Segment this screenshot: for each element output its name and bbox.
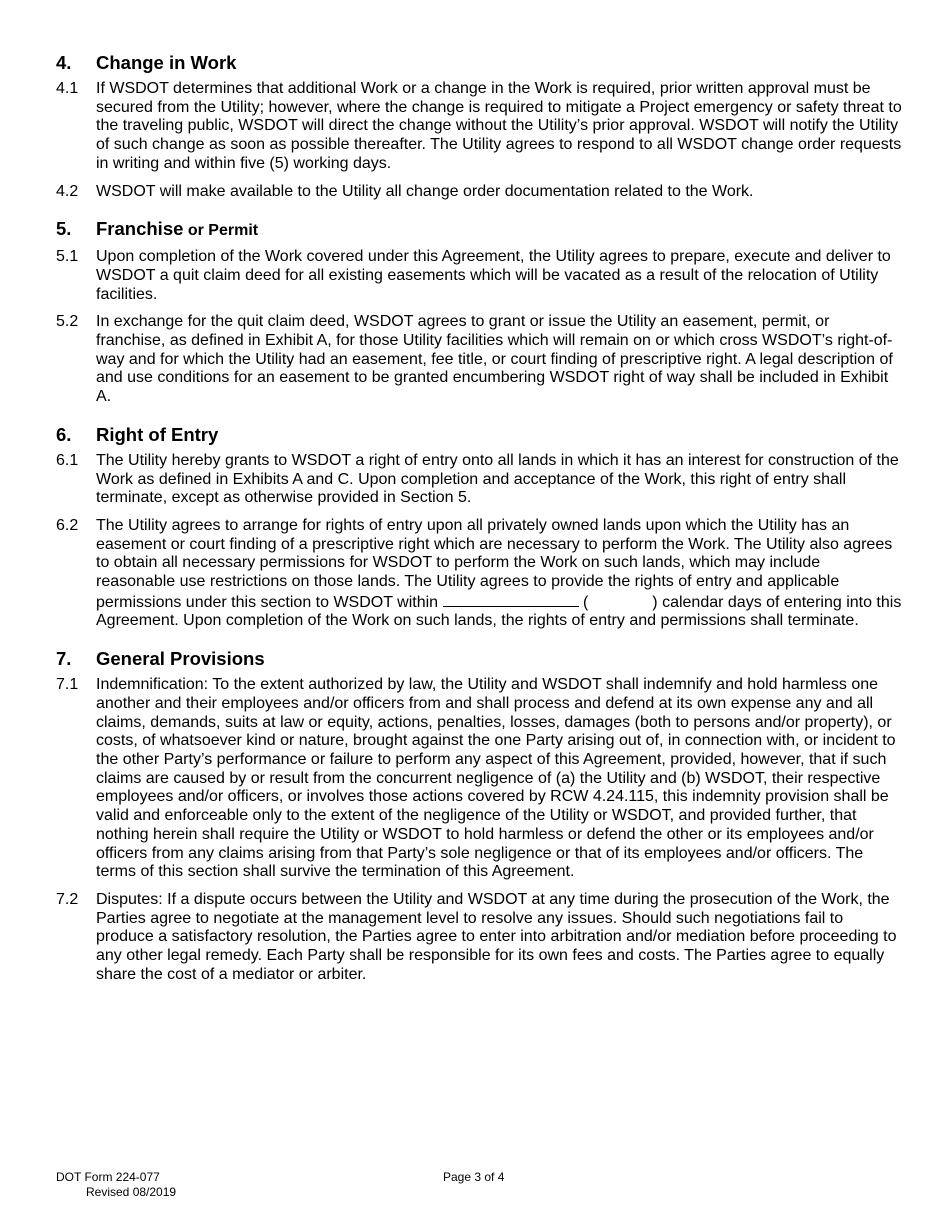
section-title: General Provisions: [96, 648, 265, 670]
paragraph-text-part: ) calendar days of entering into this Agreement. Upon completion of the Work on such lands, the rights of entry and permissions shall terminate.: [96, 593, 902, 630]
section-heading: [56, 648, 902, 670]
section-title: Right of Entry: [96, 423, 219, 445]
paragraph-text: [96, 517, 902, 631]
paragraph-text: Indemnification: To the extent authorized by law, the Utility and WSDOT shall indemnify and hold harmless one another and their employees and/or officers from and shall process and defend at its own expense any and all claims, demands, suits at law or equity, actions, penalties, losses, damages (both to persons and/or property), or costs, of whatsoever kind or nature, brought against the one Party arising out of, in connection with, or incident to the other Party’s performance or failure to perform any aspect of this Agreement, provided, however, that if such claims are caused by or result from the concurrent negligence of (a) the Utility and (b) WSDOT, their respective employees and/or officers, or involves those actions covered by RCW 4.24.115, this indemnity provision shall be valid and enforceable only to the extent of the negligence of the Utility or WSDOT, and provided further, that nothing herein shall require the Utility or WSDOT to hold harmless or defend the other or its employees and/or officers from any claims arising from that Party’s sole negligence or that of its employees and/or officers. The terms of this section shall survive the termination of this Agreement.: [96, 676, 896, 881]
days-number-blank[interactable]: [588, 593, 652, 607]
paragraph-text: The Utility hereby grants to WSDOT a right of entry onto all lands in which it has an interest for construction of the Work as defined in Exhibits A and C. Upon completion and acceptance of the Work, this right of entry shall terminate, except as otherwise provided in Section 5.: [96, 451, 899, 507]
paragraph-text: Disputes: If a dispute occurs between the Utility and WSDOT at any time during the prosecution of the Work, the Parties agree to negotiate at the management level to resolve any issues. Should such negotiations fail to produce a satisfactory resolution, the Parties agree to enter into arbitration and/or mediation before proceeding to any other legal remedy. Each Party shall be responsible for its own fees and costs. The Parties agree to equally share the cost of a mediator or arbiter.: [96, 890, 897, 983]
footer-form-info: [56, 1170, 256, 1200]
paragraph-number: 4.2: [56, 182, 79, 200]
paragraph: [56, 183, 902, 202]
paragraph-number: 5.2: [56, 313, 79, 331]
section-number: 5.: [56, 218, 72, 240]
section-title: Franchise: [96, 218, 184, 240]
paragraph-number: 7.1: [56, 676, 79, 694]
section-title: Change in Work: [96, 52, 237, 73]
paragraph: [56, 80, 902, 174]
paragraph-number: 7.2: [56, 890, 79, 908]
form-number: DOT Form 224-077: [56, 1170, 160, 1184]
section-heading: [56, 218, 902, 242]
section-number: 6.: [56, 423, 72, 445]
section-heading: [56, 424, 902, 446]
paragraph: [56, 891, 902, 985]
paragraph-number: 6.2: [56, 516, 79, 534]
paragraph: [56, 248, 902, 304]
paragraph: [56, 676, 902, 882]
paragraph: [56, 313, 902, 407]
paragraph-text: If WSDOT determines that additional Work or a change in the Work is required, prior written approval must be secured from the Utility; however, where the change is required to mitigate a Project emergency or safety threat to the traveling public, WSDOT will direct the change without the Utility’s prior approval. WSDOT will notify the Utility of such change as soon as possible thereafter. The Utility agrees to respond to all WSDOT change order requests in writing and within five (5) working days.: [96, 80, 902, 172]
paragraph-text: WSDOT will make available to the Utility all change order documentation related to the Work.: [96, 182, 754, 200]
days-blank-field[interactable]: [443, 592, 579, 607]
section-number: 4.: [56, 52, 72, 73]
paragraph-text-part: The Utility agrees to arrange for rights of entry upon all privately owned lands upon which the Utility has an easement or court finding of a prescriptive right which are necessary to perform the Work. The Utility also agrees to obtain all necessary permissions for WSDOT to perform the Work on such lands, which may include reasonable use restrictions on those lands. The Utility agrees to provide the rights of entry and applicable permissions under this section to WSDOT within: [96, 516, 893, 611]
paragraph-number: 6.1: [56, 451, 79, 469]
paragraph: [56, 517, 902, 631]
page-content: [56, 52, 902, 993]
paragraph: [56, 452, 902, 508]
form-revision: Revised 08/2019: [86, 1185, 177, 1199]
section-title-suffix: or Permit: [183, 222, 259, 240]
paragraph-text: Upon completion of the Work covered under this Agreement, the Utility agrees to prepare, execute and deliver to WSDOT a quit claim deed for all existing easements which will be vacated as a result of the relocation of Utility facilities.: [96, 248, 891, 303]
paragraph-number: 5.1: [56, 248, 79, 266]
page-number: Page 3 of 4: [443, 1170, 505, 1184]
open-paren: (: [582, 593, 589, 611]
paragraph-text: In exchange for the quit claim deed, WSDOT agrees to grant or issue the Utility an easement, permit, or franchise, as defined in Exhibit A, for those Utility facilities which will remain on or which cross WSDOT’s right-of-way and for which the Utility had an easement, fee title, or court finding of prescriptive right. A legal description of and use conditions for an easement to be granted encumbering WSDOT right of way shall be included in Exhibit A.: [96, 313, 893, 406]
section-number: 7.: [56, 648, 72, 670]
section-heading: [56, 52, 902, 74]
paragraph-number: 4.1: [56, 80, 79, 97]
